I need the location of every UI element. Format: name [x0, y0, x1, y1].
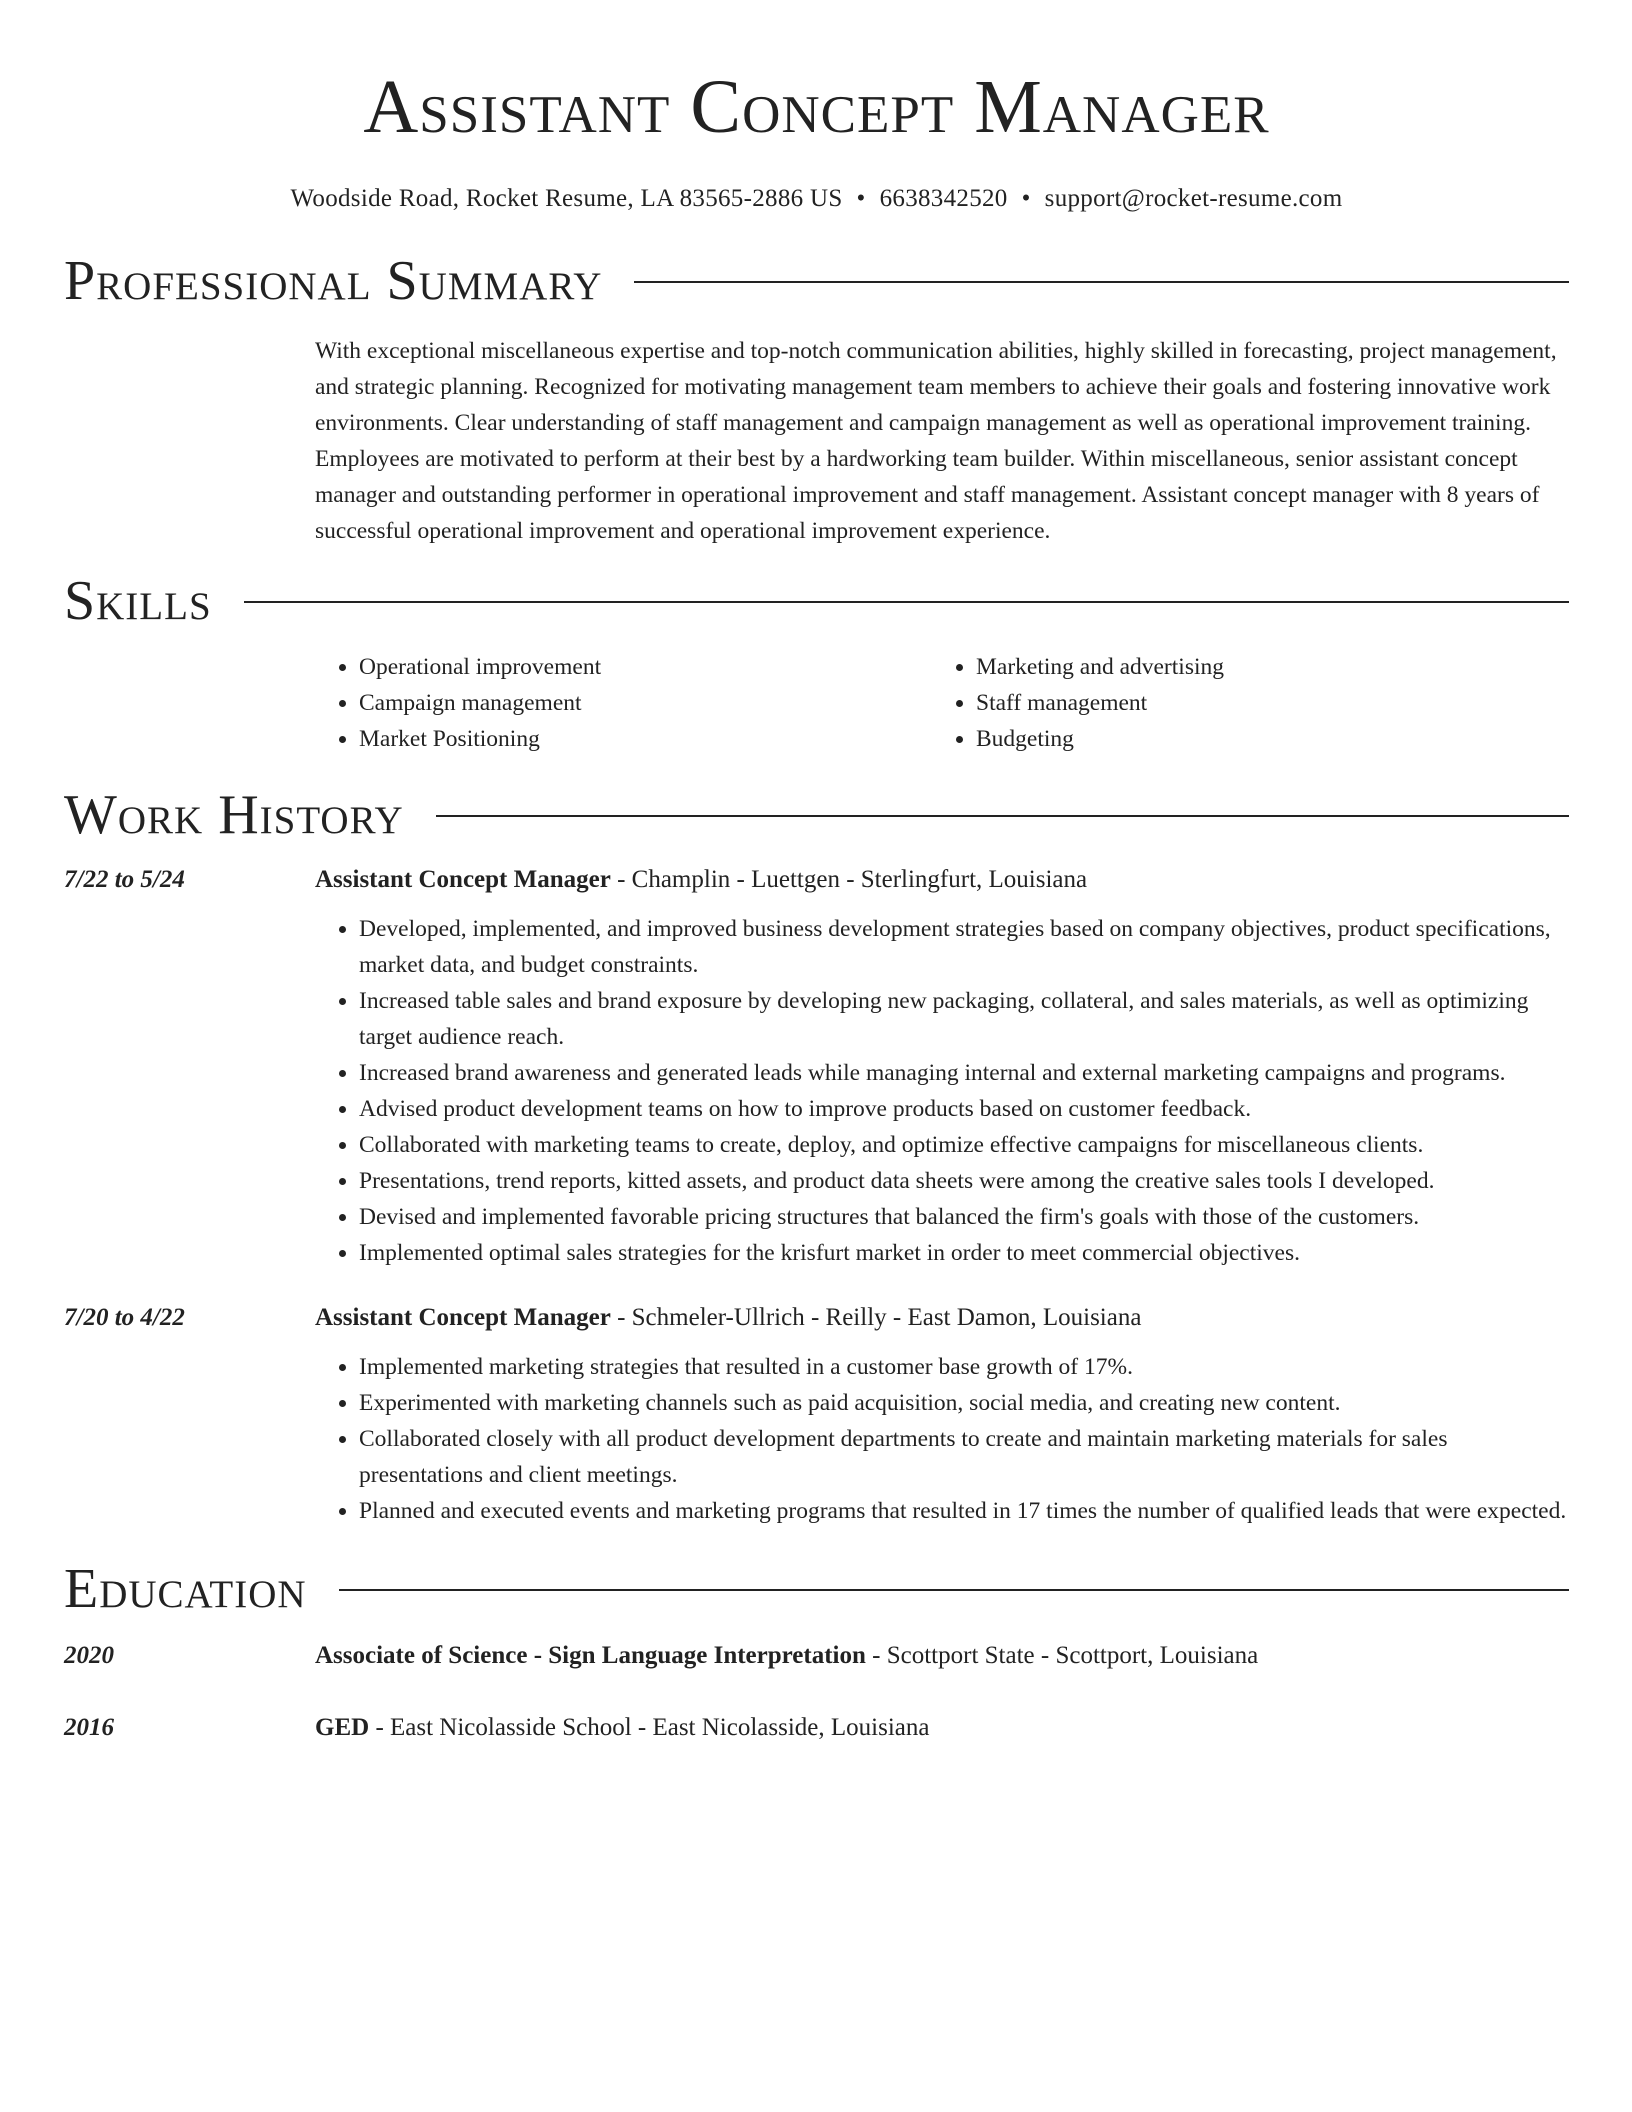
resume-page — [64, 0, 1569, 1745]
education-heading — [315, 1711, 929, 1745]
summary-text: With exceptional miscellaneous expertise and top-notch communication abilities, highly skilled in forecasting, project management, and strategic planning. Recognized for motivating management team members to achieve their goals and fostering innovative work environments. Clear understanding of staff management and campaign management as well as operational improvement training. Employees are motivated to perform at their best by a hardworking team builder. Within miscellaneous, senior assistant concept manager and outstanding performer in operational improvement and staff management. Assistant concept manager with 8 years of successful operational improvement and operational improvement experience. — [315, 338, 1557, 544]
job-heading — [315, 1301, 1569, 1335]
skill-item: • Market Positioning — [359, 721, 932, 757]
skills-column-right — [932, 649, 1549, 757]
job-bullets — [315, 911, 1569, 1271]
section-divider — [436, 815, 1569, 817]
skill-item: • Staff management — [976, 685, 1549, 721]
education-details: - Scottport State - Scottport, Louisiana — [865, 1642, 1259, 1669]
skill-item: • Campaign management — [359, 685, 932, 721]
summary-section-header — [64, 251, 1569, 311]
section-divider — [634, 281, 1569, 283]
job-bullet: • Presentations, trend reports, kitted assets, and product data sheets were among the creative sales tools I developed. — [359, 1163, 1569, 1199]
education-year: 2020 — [64, 1642, 114, 1669]
skill-item: • Marketing and advertising — [976, 649, 1549, 685]
education-details: - East Nicolasside School - East Nicolasside, Louisiana — [369, 1714, 930, 1741]
education-degree: Associate of Science - Sign Language Interpretation — [315, 1642, 866, 1669]
job-role: Assistant Concept Manager — [315, 866, 611, 893]
job-bullets — [315, 1349, 1569, 1529]
phone-text: 6638342520 — [879, 185, 1008, 212]
address-text: Woodside Road, Rocket Resume, LA 83565-2886 US — [290, 185, 843, 212]
job-bullet: • Implemented marketing strategies that resulted in a customer base growth of 17%. — [359, 1349, 1569, 1385]
skills-title: Skills — [64, 570, 212, 632]
skills-list — [315, 649, 1569, 757]
job-dates: 7/20 to 4/22 — [64, 1304, 185, 1331]
skill-item: • Operational improvement — [359, 649, 932, 685]
skills-section-header — [64, 571, 1569, 631]
summary-title: Professional Summary — [64, 250, 603, 312]
job-details: - Schmeler-Ullrich - Reilly - East Damon, Louisiana — [610, 1304, 1142, 1331]
section-divider — [244, 601, 1569, 603]
education-entry — [64, 1711, 1569, 1745]
job-dates: 7/22 to 5/24 — [64, 866, 185, 893]
work-section-header — [64, 785, 1569, 845]
candidate-name: Assistant Concept Manager — [363, 65, 1270, 149]
section-divider — [339, 1589, 1569, 1591]
job-bullet: • Experimented with marketing channels such as paid acquisition, social media, and creating new content. — [359, 1385, 1569, 1421]
education-entry — [64, 1639, 1569, 1673]
education-section-header — [64, 1559, 1569, 1619]
job-bullet: • Devised and implemented favorable pricing structures that balanced the firm's goals with those of the customers. — [359, 1199, 1569, 1235]
contact-separator: • — [1021, 185, 1031, 212]
email-text: support@rocket-resume.com — [1044, 185, 1343, 212]
job-bullet: • Implemented optimal sales strategies for the krisfurt market in order to meet commercial objectives. — [359, 1235, 1569, 1271]
job-details: - Champlin - Luettgen - Sterlingfurt, Louisiana — [610, 866, 1088, 893]
job-bullet: • Developed, implemented, and improved business development strategies based on company objectives, product specifications, market data, and budget constraints. — [359, 911, 1569, 983]
skill-item: • Budgeting — [976, 721, 1549, 757]
job-bullet: • Increased brand awareness and generated leads while managing internal and external marketing campaigns and programs. — [359, 1055, 1569, 1091]
skills-column-left — [315, 649, 932, 757]
work-title: Work History — [64, 784, 404, 846]
contact-separator: • — [856, 185, 866, 212]
job-entry — [64, 1301, 1569, 1529]
education-year: 2016 — [64, 1714, 114, 1741]
job-bullet: • Advised product development teams on how to improve products based on customer feedback. — [359, 1091, 1569, 1127]
contact-line — [64, 182, 1569, 216]
education-degree: GED — [315, 1714, 370, 1741]
job-entry — [64, 863, 1569, 1271]
job-heading — [315, 863, 1569, 897]
job-bullet: • Planned and executed events and marketing programs that resulted in 17 times the number of qualified leads that were expected. — [359, 1493, 1569, 1529]
job-bullet: • Increased table sales and brand exposure by developing new packaging, collateral, and sales materials, as well as optimizing target audience reach. — [359, 983, 1569, 1055]
job-body — [315, 1301, 1569, 1529]
education-title: Education — [64, 1558, 307, 1620]
job-body — [315, 863, 1569, 1271]
job-bullet: • Collaborated closely with all product development departments to create and maintain marketing materials for sales presentations and client meetings. — [359, 1421, 1569, 1493]
job-bullet: • Collaborated with marketing teams to create, deploy, and optimize effective campaigns for miscellaneous clients. — [359, 1127, 1569, 1163]
education-heading — [315, 1639, 1258, 1673]
job-role: Assistant Concept Manager — [315, 1304, 611, 1331]
